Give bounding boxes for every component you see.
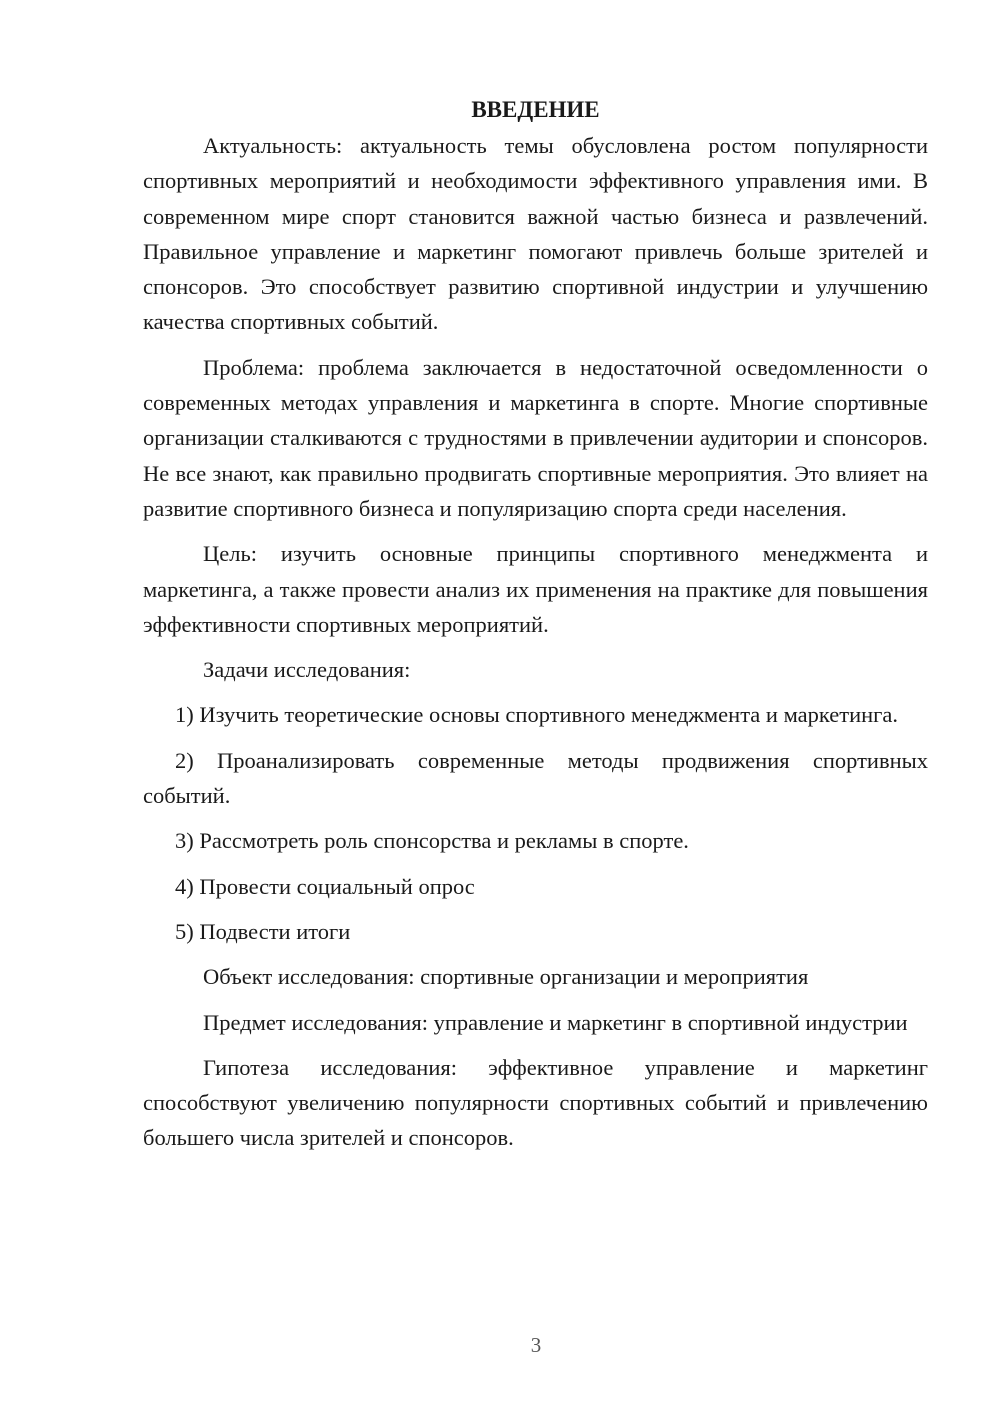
- document-page: [143, 92, 928, 1166]
- tasks-list: [143, 697, 928, 949]
- list-item: 1) Изучить теоретические основы спортивного менеджмента и маркетинга.: [175, 702, 899, 728]
- paragraph-relevance: Актуальность: актуальность темы обусловлена ростом популярности спортивных мероприятий и необходимости эффективного управления ими. В современном мире спорт становится важной частью бизнеса и развлечений. Правильное управление и маркетинг помогают привлечь больше зрителей и спонсоров. Это способствует развитию спортивной индустрии и улучшению качества спортивных событий.: [143, 133, 928, 335]
- paragraph-object: Объект исследования: спортивные организации и мероприятия: [203, 964, 809, 990]
- paragraph-problem: Проблема: проблема заключается в недостаточной осведомленности о современных методах управления и маркетинга в спорте. Многие спортивные организации сталкиваются с трудностями в привлечении аудитории и спонсоров. Не все знают, как правильно продвигать спортивные мероприятия. Это влияет на развитие спортивного бизнеса и популяризацию спорта среди населения.: [143, 354, 928, 521]
- page-number: 3: [530, 1333, 542, 1357]
- list-item: 2) Проанализировать современные методы продвижения спортивных событий.: [143, 747, 928, 809]
- paragraph-goal: Цель: изучить основные принципы спортивного менеджмента и маркетинга, а также провести анализ их применения на практике для повышения эффективности спортивных мероприятий.: [143, 541, 928, 637]
- list-item: 4) Провести социальный опрос: [175, 873, 475, 899]
- section-heading: ВВЕДЕНИЕ: [471, 97, 600, 122]
- paragraph-tasks-title: Задачи исследования:: [203, 657, 411, 683]
- paragraph-hypothesis: Гипотеза исследования: эффективное управление и маркетинг способствуют увеличению популярности спортивных событий и привлечению большего числа зрителей и спонсоров.: [143, 1054, 928, 1151]
- paragraph-subject: Предмет исследования: управление и маркетинг в спортивной индустрии: [203, 1009, 908, 1035]
- list-item: 5) Подвести итоги: [175, 918, 351, 944]
- list-item: 3) Рассмотреть роль спонсорства и рекламы в спорте.: [175, 828, 689, 854]
